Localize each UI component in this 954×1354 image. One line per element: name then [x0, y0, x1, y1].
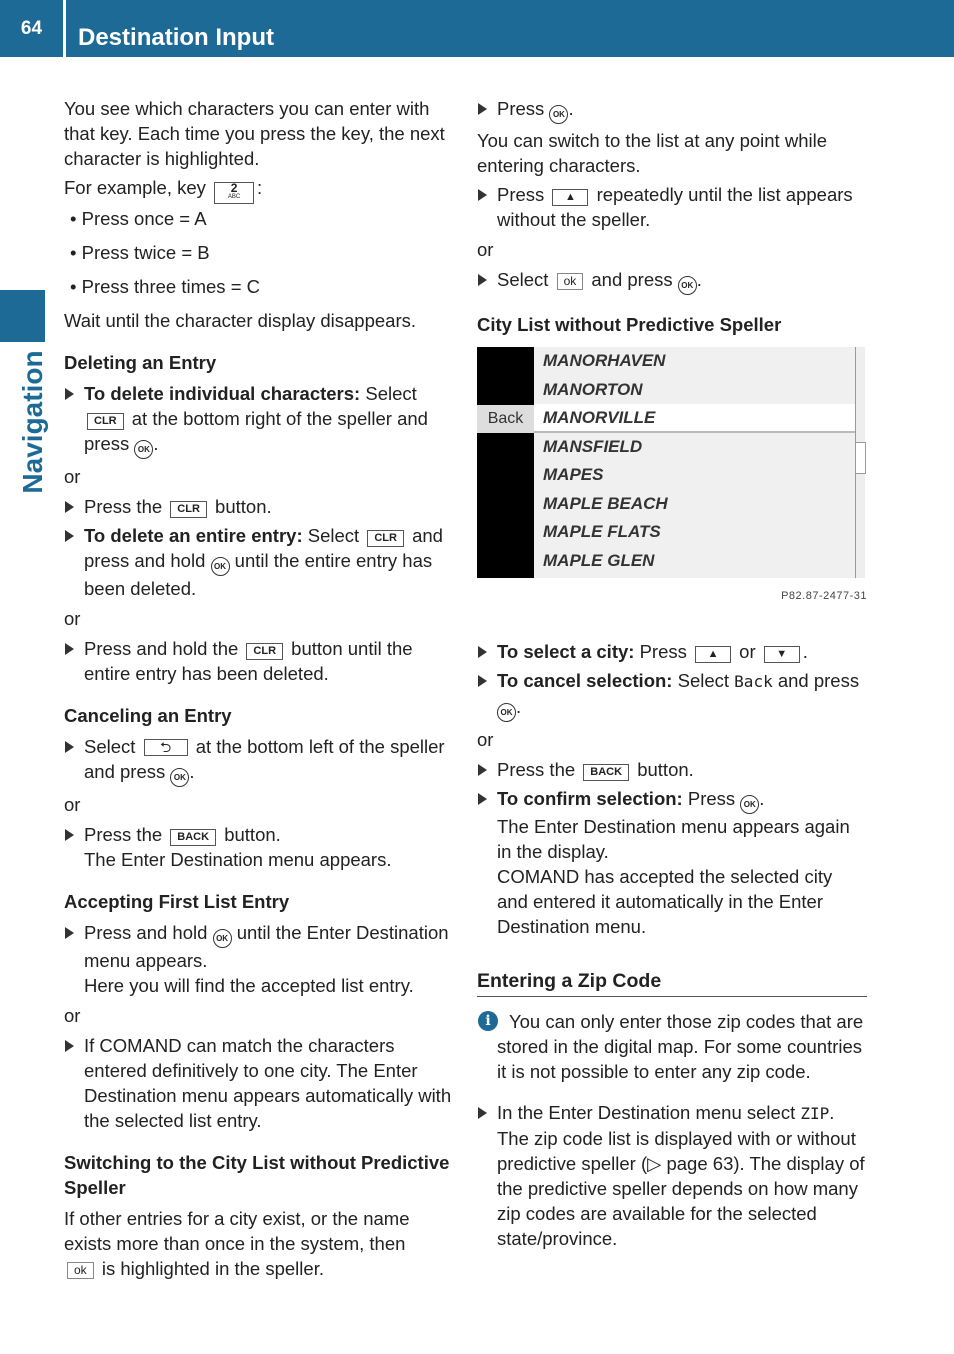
ok-button-icon: OK [170, 768, 189, 787]
ok-key: ok [67, 1262, 94, 1279]
city-item: MAPES [543, 465, 604, 484]
step-text: at the bottom right of the speller and press [84, 408, 428, 454]
switch-step-2 [477, 182, 867, 232]
key-2-num: 2 [230, 181, 238, 195]
cancel-step-1 [64, 734, 456, 787]
city-item: MAPLE FLATS [543, 522, 661, 541]
step-text: . [802, 641, 808, 662]
clr-key: CLR [87, 413, 124, 430]
info-icon: i [478, 1011, 498, 1031]
canceling-heading: Canceling an Entry [64, 705, 232, 726]
clr-key: CLR [246, 643, 283, 660]
ok-button-icon: OK [678, 276, 697, 295]
up-arrow-key: ▲ [695, 646, 731, 663]
step-text: Select [84, 736, 136, 757]
step-text: . [189, 761, 195, 782]
deleting-heading: Deleting an Entry [64, 352, 217, 373]
scrollbar-thumb [855, 442, 866, 474]
city-item-selected: MANORVILLE [534, 404, 855, 433]
delete-step-3 [64, 523, 456, 601]
back-key: BACK [583, 764, 629, 781]
step-text: at the bottom left of the speller and press [84, 736, 445, 782]
step-text: Press the [84, 496, 163, 517]
step-text: Select [497, 269, 549, 290]
back-softkey: Back [477, 405, 534, 433]
accepting-heading: Accepting First List Entry [64, 891, 290, 912]
step-text: . [759, 788, 765, 809]
sidebar-tab [0, 290, 45, 342]
press-once: • Press once = A [70, 208, 207, 229]
switch-step-3 [477, 267, 867, 295]
ok-button-icon: OK [549, 105, 568, 124]
ok-button-icon: OK [134, 440, 153, 459]
switch-step-1 [477, 96, 867, 124]
left-column [64, 96, 456, 1281]
step-text: Press [497, 98, 545, 119]
city-item: MAPLE BEACH [543, 493, 668, 513]
step-text: Press [687, 788, 736, 809]
step-text: In the Enter Destination menu select [497, 1102, 796, 1123]
step-note: Here you will find the accepted list entry. [84, 975, 414, 996]
step-bold: To select a city: [497, 641, 635, 662]
intro-text: You see which characters you can enter with that key. Each time you press the key, the next character is highlighted. [64, 98, 445, 169]
city-list [534, 347, 855, 578]
screen-left-panel [477, 347, 534, 578]
or-text: or [64, 608, 81, 629]
ok-key: ok [557, 273, 584, 290]
step-bold: To confirm selection: [497, 788, 683, 809]
step-text: Select [365, 383, 417, 404]
up-arrow-key: ▲ [552, 189, 588, 206]
cancel-selection-step [477, 668, 867, 722]
switching-text [64, 1206, 456, 1281]
back-arrow-icon: ⮌ [144, 739, 188, 756]
right-column [477, 96, 867, 1255]
select-city-step [477, 639, 867, 664]
switch-text: You can switch to the list at any point while entering characters. [477, 130, 827, 176]
step-text: and press [777, 670, 860, 691]
wait-text: Wait until the character display disappears. [64, 310, 417, 331]
step-text: Press the [84, 824, 163, 845]
menu-item-back: Back [734, 672, 773, 691]
sidebar-label: Navigation [17, 350, 48, 494]
city-item: MANSFIELD [543, 436, 643, 456]
step-text: button. [224, 824, 281, 845]
example-suffix: : [257, 177, 263, 198]
header-separator [63, 0, 66, 57]
step-text: . [568, 98, 574, 119]
page-title: Destination Input [78, 24, 274, 51]
or-text: or [64, 794, 81, 815]
menu-item-zip: ZIP [800, 1104, 830, 1123]
step-bold: To delete individual characters: [84, 383, 361, 404]
city-item: MAPLE GLEN [543, 550, 655, 570]
step-text: The zip code list is displayed with or without predictive speller (▷ page 63). The display of the predictive speller depends on how many zip codes are available for the selected state/province. [497, 1128, 865, 1249]
ok-button-icon: OK [740, 795, 759, 814]
back-button-step [477, 757, 867, 782]
key-2-letters: ABC [227, 194, 241, 200]
step-text: Press and hold [84, 922, 208, 943]
step-text: and press [591, 269, 673, 290]
zip-heading: Entering a Zip Code [477, 969, 867, 997]
key-2 [214, 182, 254, 204]
example-line [64, 175, 456, 204]
step-text: button until the entire entry has been deleted. [84, 638, 413, 684]
back-key: BACK [170, 829, 216, 846]
delete-step-1 [64, 381, 456, 459]
step-text: Press [639, 641, 687, 662]
step-text: Select [307, 525, 360, 546]
info-note [477, 1009, 867, 1084]
step-note: COMAND has accepted the selected city and entered it automatically in the Enter Destination menu. [497, 866, 833, 937]
step-text: and press and hold [84, 525, 443, 571]
delete-step-4 [64, 636, 456, 686]
para-text: is highlighted in the speller. [101, 1258, 324, 1279]
or-text: or [477, 729, 494, 750]
step-text: button. [215, 496, 272, 517]
step-text: button. [637, 759, 694, 780]
step-text: . [696, 269, 702, 290]
clr-key: CLR [170, 501, 207, 518]
step-text: or [739, 641, 756, 662]
or-text: or [477, 239, 494, 260]
step-text: Press the [497, 759, 576, 780]
step-note: The Enter Destination menu appears. [84, 849, 392, 870]
example-prefix: For example, key [64, 177, 206, 198]
city-item: MANORHAVEN [543, 351, 666, 370]
down-arrow-key: ▼ [764, 646, 800, 663]
delete-step-2 [64, 494, 456, 519]
step-text: Select [677, 670, 730, 691]
step-text: until the entire entry has been deleted. [84, 550, 433, 599]
or-text: or [64, 466, 81, 487]
press-twice: • Press twice = B [70, 242, 210, 263]
or-text: or [64, 1005, 81, 1026]
figure-caption: P82.87-2477-31 [781, 590, 867, 602]
para-text: If other entries for a city exist, or the name exists more than once in the system, then [64, 1208, 410, 1254]
confirm-selection-step [477, 786, 867, 939]
city-item: MANORTON [543, 379, 643, 399]
cancel-step-2 [64, 822, 456, 872]
step-text: . [153, 433, 159, 454]
ok-button-icon: OK [497, 703, 516, 722]
accept-step-1 [64, 920, 456, 998]
page-header [0, 0, 954, 57]
city-list-screen [477, 347, 864, 578]
step-text: repeatedly until the list appears without the speller. [497, 184, 853, 230]
ok-button-icon: OK [213, 929, 232, 948]
city-list-heading: City List without Predictive Speller [477, 314, 782, 335]
ok-button-icon: OK [211, 557, 230, 576]
page-number: 64 [20, 18, 43, 39]
info-text: You can only enter those zip codes that are stored in the digital map. For some countries it is not possible to enter any zip code. [497, 1011, 864, 1082]
step-bold: To delete an entire entry: [84, 525, 303, 546]
step-text: . [516, 696, 522, 717]
accept-step-2: If COMAND can match the characters entered definitively to one city. The Enter Destination menu appears automatically with the selected list entry. [64, 1033, 456, 1133]
step-text: Press [497, 184, 545, 205]
step-text: Press and hold the [84, 638, 239, 659]
step-note: The Enter Destination menu appears again in the display. [497, 816, 850, 862]
switching-heading: Switching to the City List without Predictive Speller [64, 1152, 450, 1198]
clr-key: CLR [367, 530, 404, 547]
step-text: . [829, 1102, 835, 1123]
step-bold: To cancel selection: [497, 670, 673, 691]
zip-step [477, 1100, 867, 1251]
step-text: until the Enter Destination menu appears. [84, 922, 449, 971]
press-three: • Press three times = C [70, 276, 260, 297]
